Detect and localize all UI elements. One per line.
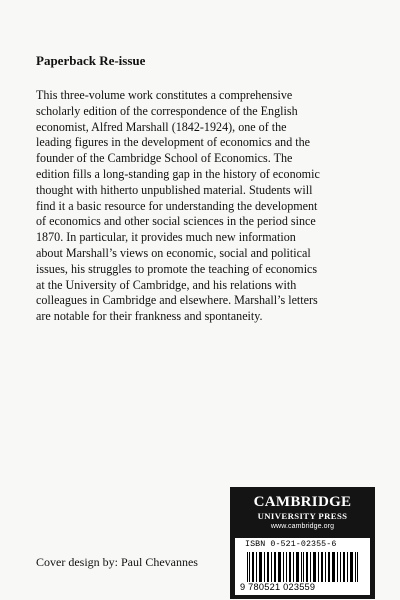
isbn-label: ISBN 0-521-02355-6 xyxy=(245,540,337,549)
description-line: about Marshall’s views on economic, social and political xyxy=(36,245,311,260)
description-line: economist, Alfred Marshall (1842-1924), one of the xyxy=(36,119,287,134)
publisher-logo-name: CAMBRIDGE xyxy=(253,494,352,510)
isbn-barcode-area xyxy=(235,538,370,595)
description-line: issues, his struggles to promote the teaching of economics xyxy=(36,261,318,276)
description-line: This three-volume work constitutes a comprehensive xyxy=(36,88,293,102)
description-line: edition fills a long-standing gap in the history of economic xyxy=(36,166,320,181)
description-line: colleagues in Cambridge and elsewhere. Marshall’s letters xyxy=(36,293,318,308)
description-line: of economics and other social sciences in the period since xyxy=(36,214,316,229)
description-line: find it a basic resource for understanding the development xyxy=(36,198,318,213)
description-line: scholarly edition of the correspondence of the English xyxy=(36,103,298,118)
barcode-icon xyxy=(247,552,359,584)
publisher-panel xyxy=(230,487,375,599)
book-description xyxy=(36,88,354,325)
barcode-number: 9 780521 023559 xyxy=(240,582,367,593)
description-line: 1870. In particular, it provides much new information xyxy=(36,230,296,245)
publisher-logo-subtitle: UNIVERSITY PRESS xyxy=(257,511,348,521)
cambridge-university-press-logo xyxy=(238,494,367,531)
description-line: at the University of Cambridge, and his relations with xyxy=(36,277,297,292)
description-line: are notable for their frankness and spontaneity. xyxy=(36,309,263,324)
description-line: leading figures in the development of economics and the xyxy=(36,135,311,150)
description-line: thought with hitherto unpublished material. Students will xyxy=(36,182,313,197)
section-heading: Paperback Re-issue xyxy=(36,53,146,68)
description-line: founder of the Cambridge School of Economics. The xyxy=(36,151,293,166)
publisher-website: www.cambridge.org xyxy=(270,523,335,530)
cover-design-credit: Cover design by: Paul Chevannes xyxy=(36,555,198,569)
